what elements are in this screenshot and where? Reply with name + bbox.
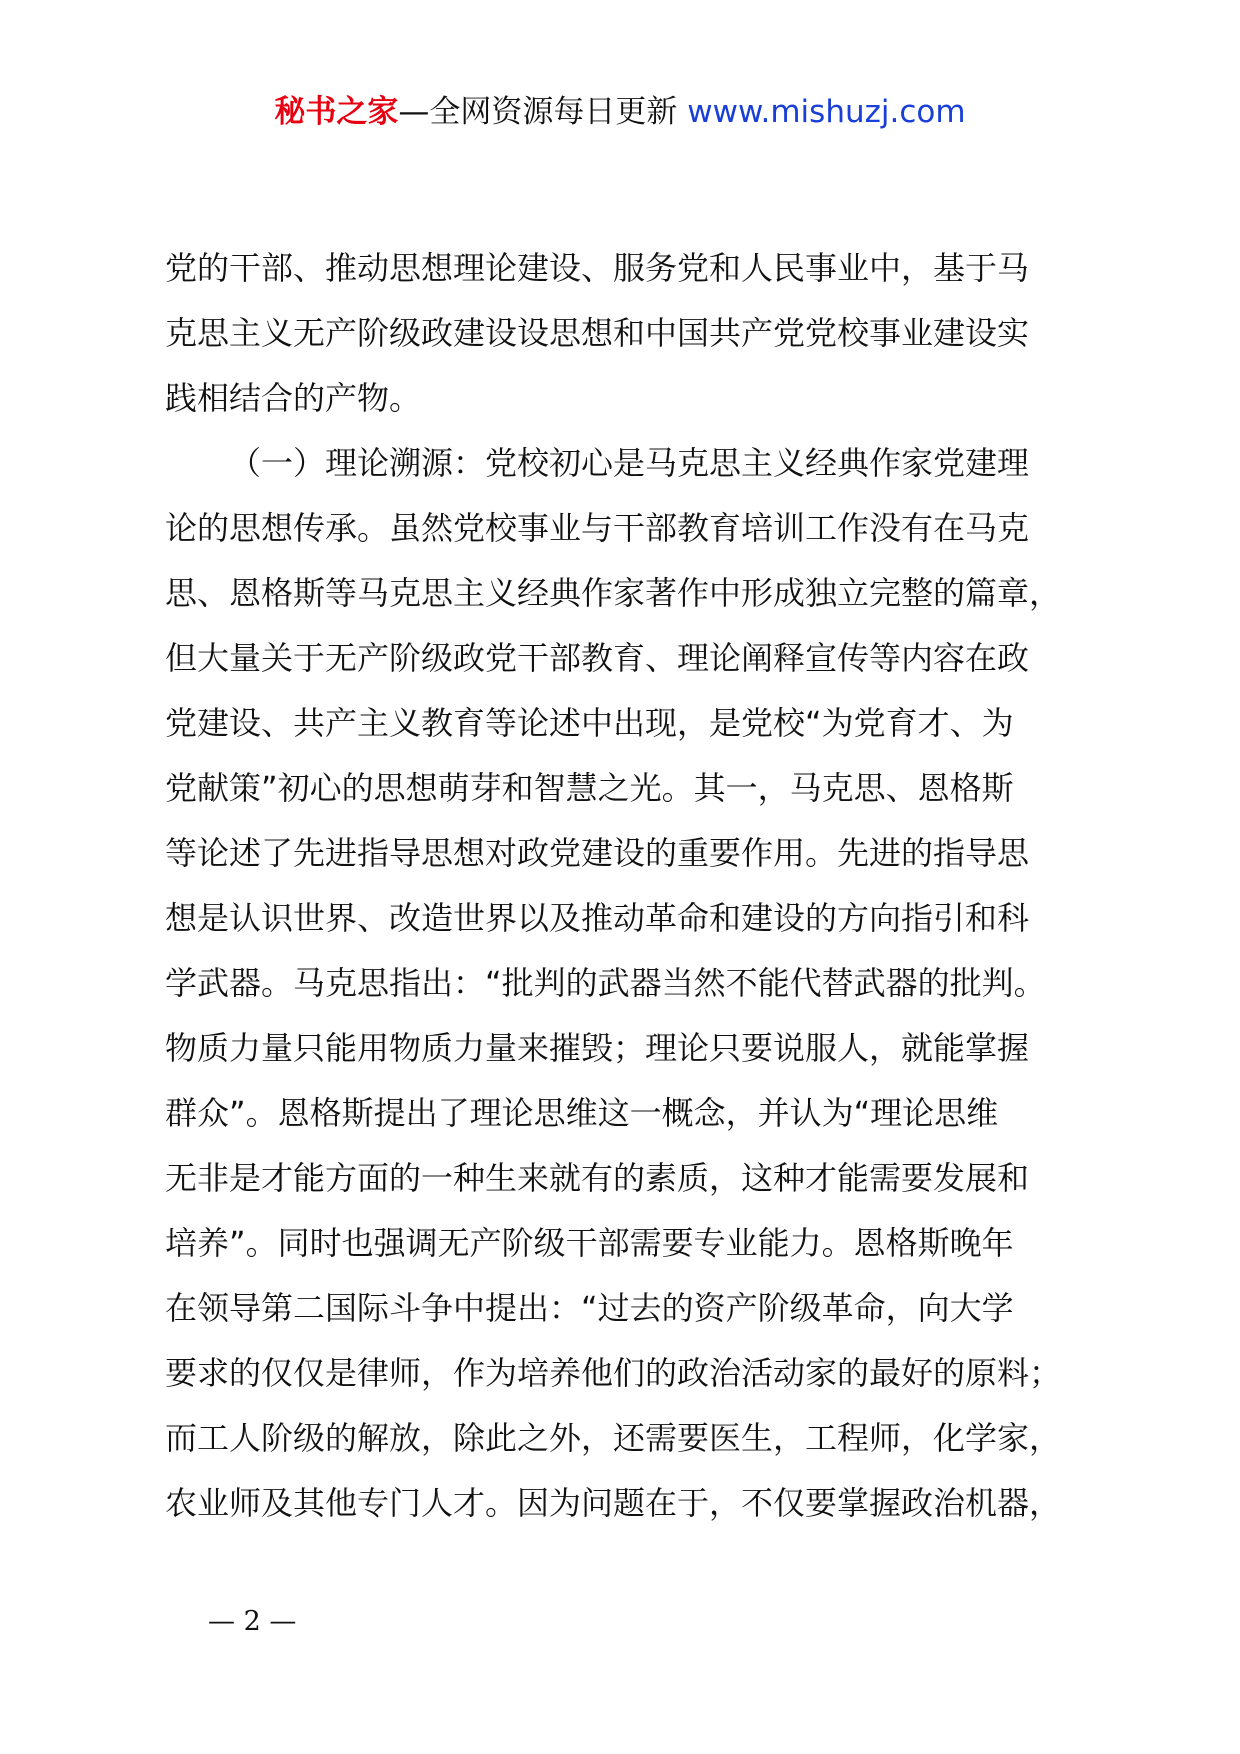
text-line: 践相结合的产物。 xyxy=(165,379,422,417)
text-line: 物质力量只能用物质力量来摧毁；理论只要说服人，就能掌握 xyxy=(165,1029,1030,1067)
text-line: 思、恩格斯等马克思主义经典作家著作中形成独立完整的篇章， xyxy=(165,574,1062,612)
text-line: 学武器。马克思指出：“批判的武器当然不能代替武器的批判。 xyxy=(165,964,1046,1002)
document-body xyxy=(165,236,1105,1536)
header-tagline: —全网资源每日更新 xyxy=(398,94,688,130)
text-line: 党的干部、推动思想理论建设、服务党和人民事业中，基于马 xyxy=(165,249,1030,287)
text-line: 培养”。同时也强调无产阶级干部需要专业能力。恩格斯晚年 xyxy=(165,1224,1014,1262)
text-line: 要求的仅仅是律师，作为培养他们的政治活动家的最好的原料； xyxy=(165,1354,1062,1392)
text-line: 但大量关于无产阶级政党干部教育、理论阐释宣传等内容在政 xyxy=(165,639,1030,677)
brand-name: 秘书之家 xyxy=(274,94,399,130)
text-line: 在领导第二国际斗争中提出：“过去的资产阶级革命，向大学 xyxy=(165,1289,1014,1327)
site-watermark-header xyxy=(0,92,1240,132)
site-url-link[interactable]: www.mishuzj.com xyxy=(687,94,966,130)
text-line: 党献策”初心的思想萌芽和智慧之光。其一，马克思、恩格斯 xyxy=(165,769,1014,807)
text-line: 想是认识世界、改造世界以及推动革命和建设的方向指引和科 xyxy=(165,899,1030,937)
text-line: 论的思想传承。虽然党校事业与干部教育培训工作没有在马克 xyxy=(165,509,1030,547)
page-number: — 2 — xyxy=(208,1606,297,1637)
text-line: 而工人阶级的解放，除此之外，还需要医生，工程师，化学家， xyxy=(165,1419,1062,1457)
text-line: 农业师及其他专门人才。因为问题在于，不仅要掌握政治机器， xyxy=(165,1484,1062,1522)
text-line: 党建设、共产主义教育等论述中出现，是党校“为党育才、为 xyxy=(165,704,1014,742)
text-line: 克思主义无产阶级政建设设思想和中国共产党党校事业建设实 xyxy=(165,314,1030,352)
text-line: 等论述了先进指导思想对政党建设的重要作用。先进的指导思 xyxy=(165,834,1030,872)
text-line: 无非是才能方面的一种生来就有的素质，这种才能需要发展和 xyxy=(165,1159,1030,1197)
text-line: 群众”。恩格斯提出了理论思维这一概念，并认为“理论思维 xyxy=(165,1094,999,1132)
section-heading-line: （一）理论溯源：党校初心是马克思主义经典作家党建理 xyxy=(229,444,1030,482)
